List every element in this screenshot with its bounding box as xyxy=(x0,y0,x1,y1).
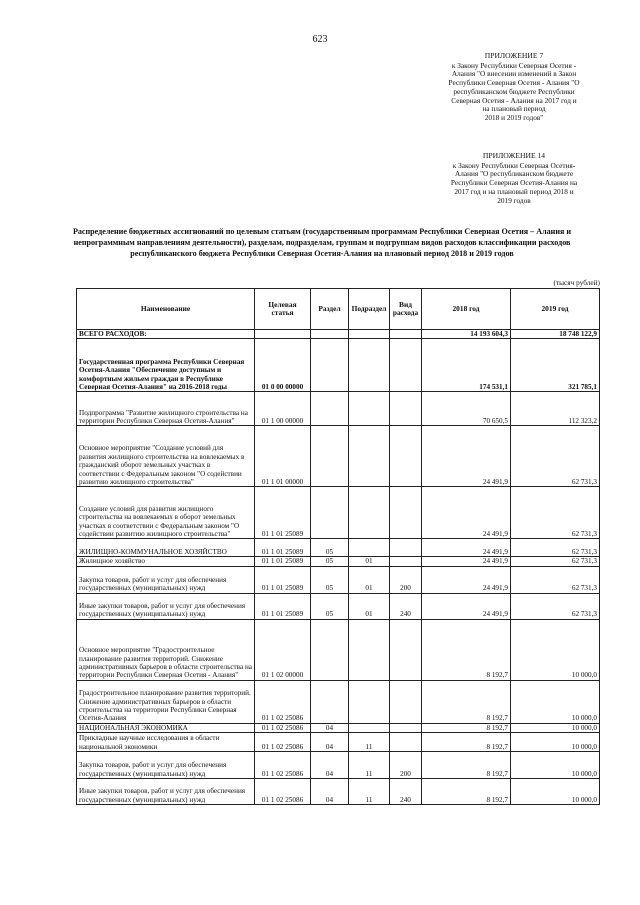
cell-section xyxy=(311,680,349,723)
cell-target: 01 1 02 25086 xyxy=(255,733,311,752)
cell-section xyxy=(311,339,349,392)
cell-2018: 24 491,9 xyxy=(422,426,511,487)
cell-name: Подпрограмма "Развитие жилищного строительства на территории Республики Северная Осетия-Алания" xyxy=(77,392,255,426)
table-row xyxy=(77,330,600,339)
cell-expense-type xyxy=(390,539,422,557)
cell-2018: 8 192,7 xyxy=(422,723,511,732)
cell-target: 01 1 01 25089 xyxy=(255,487,311,539)
cell-name: НАЦИОНАЛЬНАЯ ЭКОНОМИКА xyxy=(77,723,255,732)
cell-target: 01 1 02 25086 xyxy=(255,752,311,779)
cell-section: 05 xyxy=(311,566,349,593)
cell-subsection: 01 xyxy=(349,557,390,566)
cell-subsection xyxy=(349,426,390,487)
appendix-14-line: 2017 год и на плановый период 2018 и xyxy=(454,186,574,196)
cell-name: Градостроительное планирование развития территорий. Снижение административных барьеров в области строительства на территории Республики Северная Осетия-Алания xyxy=(77,680,255,723)
appendix-14-block xyxy=(428,152,600,205)
cell-name: ЖИЛИЩНО-КОММУНАЛЬНОЕ ХОЗЯЙСТВО xyxy=(77,539,255,557)
cell-2018: 14 193 604,3 xyxy=(422,330,511,339)
cell-subsection xyxy=(349,619,390,680)
cell-2018: 174 531,1 xyxy=(422,339,511,392)
cell-name: Закупка товаров, работ и услуг для обеспечения государственных (муниципальных) нужд xyxy=(77,566,255,593)
table-row xyxy=(77,680,600,723)
cell-subsection: 01 xyxy=(349,593,390,619)
cell-2018: 24 491,9 xyxy=(422,487,511,539)
appendix-14-heading: ПРИЛОЖЕНИЕ 14 xyxy=(482,151,546,160)
appendix-14-line: Алания "О республиканском бюджете xyxy=(454,169,574,179)
cell-expense-type: 200 xyxy=(390,566,422,593)
page-number: 623 xyxy=(312,34,328,45)
cell-2019: 10 000,0 xyxy=(511,723,600,732)
col-header-2018: 2018 год xyxy=(422,289,511,330)
cell-section xyxy=(311,426,349,487)
cell-2019: 18 748 122,9 xyxy=(511,330,600,339)
appendix-7-line: Северная Осетия - Алания на 2017 год и xyxy=(451,95,577,105)
cell-2018: 8 192,7 xyxy=(422,779,511,805)
cell-2019: 10 000,0 xyxy=(511,680,600,723)
table-row xyxy=(77,752,600,779)
appendix-7-line: Алания "О внесении изменений в Закон xyxy=(451,69,577,79)
cell-target: 01 1 01 25089 xyxy=(255,593,311,619)
cell-target: 01 1 01 25089 xyxy=(255,539,311,557)
cell-name: Основное мероприятие "Градостроительное планирование развития территорий. Снижение административных барьеров в области строительства на территории Республики Северная Осетия - Алания" xyxy=(77,619,255,680)
col-header-section: Раздел xyxy=(311,289,349,330)
cell-section: 05 xyxy=(311,593,349,619)
cell-2019: 112 323,2 xyxy=(511,392,600,426)
cell-2018: 8 192,7 xyxy=(422,619,511,680)
cell-section: 04 xyxy=(311,779,349,805)
col-header-expense-type: Вид расхода xyxy=(390,289,422,330)
table-row xyxy=(77,593,600,619)
budget-table xyxy=(76,288,600,805)
cell-subsection xyxy=(349,539,390,557)
cell-expense-type xyxy=(390,733,422,752)
cell-name: Создание условий для развития жилищного строительства на вовлекаемых в оборот земельных участках в соответствии с Федеральным законом "О содействии развитию жилищного строительства" xyxy=(77,487,255,539)
table-header-row xyxy=(77,289,600,330)
table-row xyxy=(77,619,600,680)
cell-section xyxy=(311,619,349,680)
appendix-14-line: 2019 годов xyxy=(497,195,531,205)
cell-2018: 24 491,9 xyxy=(422,566,511,593)
cell-subsection xyxy=(349,330,390,339)
cell-section: 05 xyxy=(311,539,349,557)
cell-target xyxy=(255,330,311,339)
cell-expense-type xyxy=(390,330,422,339)
cell-expense-type xyxy=(390,680,422,723)
cell-2019: 10 000,0 xyxy=(511,752,600,779)
table-row xyxy=(77,723,600,732)
cell-section: 05 xyxy=(311,557,349,566)
table-row xyxy=(77,487,600,539)
cell-2019: 62 731,3 xyxy=(511,426,600,487)
cell-expense-type xyxy=(390,723,422,732)
cell-section xyxy=(311,487,349,539)
cell-target: 01 1 02 25086 xyxy=(255,779,311,805)
cell-expense-type xyxy=(390,392,422,426)
cell-section: 04 xyxy=(311,752,349,779)
cell-expense-type: 240 xyxy=(390,779,422,805)
cell-name: Основное мероприятие "Создание условий для развития жилищного строительства на вовлекаемых в гражданский оборот земельных участках в соответствии с Федеральным законом "О содействии развитию жилищного строительства" xyxy=(77,426,255,487)
appendix-7-line: к Закону Республики Северная Осетия - xyxy=(451,60,577,70)
cell-expense-type xyxy=(390,339,422,392)
table-row xyxy=(77,392,600,426)
cell-subsection xyxy=(349,680,390,723)
appendix-7-line: республиканском бюджете Республики xyxy=(453,86,575,96)
cell-target: 01 0 00 00000 xyxy=(255,339,311,392)
cell-expense-type: 200 xyxy=(390,752,422,779)
cell-name: Прикладные научные исследования в области национальной экономики xyxy=(77,733,255,752)
units-label: (тысяч рублей) xyxy=(553,278,600,287)
cell-subsection: 11 xyxy=(349,733,390,752)
cell-2019: 62 731,3 xyxy=(511,539,600,557)
cell-expense-type xyxy=(390,487,422,539)
table-row xyxy=(77,557,600,566)
col-header-2019: 2019 год xyxy=(511,289,600,330)
appendix-7-line: на плановый период xyxy=(482,104,546,114)
cell-name: Закупка товаров, работ и услуг для обеспечения государственных (муниципальных) нужд xyxy=(77,752,255,779)
cell-target: 01 1 01 25089 xyxy=(255,566,311,593)
cell-subsection: 11 xyxy=(349,779,390,805)
cell-target: 01 1 02 25086 xyxy=(255,680,311,723)
cell-subsection: 11 xyxy=(349,752,390,779)
table-row xyxy=(77,339,600,392)
cell-2019: 62 731,3 xyxy=(511,487,600,539)
cell-2019: 62 731,3 xyxy=(511,593,600,619)
cell-2018: 70 650,5 xyxy=(422,392,511,426)
cell-section xyxy=(311,392,349,426)
cell-subsection: 01 xyxy=(349,566,390,593)
cell-target: 01 1 02 00000 xyxy=(255,619,311,680)
cell-target: 01 1 01 00000 xyxy=(255,426,311,487)
cell-target: 01 1 01 25089 xyxy=(255,557,311,566)
table-row xyxy=(77,539,600,557)
cell-section: 04 xyxy=(311,723,349,732)
cell-name: Государственная программа Республики Северная Осетия-Алания "Обеспечение доступным и комфортным жильем граждан в Республике Северная Осетия-Алания" на 2016-2018 годы xyxy=(77,339,255,392)
cell-name: Иные закупки товаров, работ и услуг для обеспечения государственных (муниципальных) нужд xyxy=(77,593,255,619)
cell-2019: 62 731,3 xyxy=(511,557,600,566)
cell-subsection xyxy=(349,723,390,732)
appendix-14-line: Республики Северная Осетия-Алания на xyxy=(450,178,578,188)
cell-2018: 8 192,7 xyxy=(422,752,511,779)
cell-subsection xyxy=(349,339,390,392)
appendix-7-block xyxy=(428,52,600,123)
table-row xyxy=(77,733,600,752)
cell-expense-type: 240 xyxy=(390,593,422,619)
appendix-7-line: 2018 и 2019 годов" xyxy=(484,112,544,122)
cell-subsection xyxy=(349,392,390,426)
cell-2019: 321 785,1 xyxy=(511,339,600,392)
cell-2018: 24 491,9 xyxy=(422,593,511,619)
cell-name: Жилищное хозяйство xyxy=(77,557,255,566)
cell-2019: 10 000,0 xyxy=(511,733,600,752)
cell-2019: 62 731,3 xyxy=(511,566,600,593)
appendix-7-heading: ПРИЛОЖЕНИЕ 7 xyxy=(484,51,544,60)
table-row xyxy=(77,426,600,487)
cell-section xyxy=(311,330,349,339)
cell-name: ВСЕГО РАСХОДОВ: xyxy=(77,330,255,339)
col-header-subsection: Подраздел xyxy=(349,289,390,330)
cell-2018: 8 192,7 xyxy=(422,733,511,752)
cell-2019: 10 000,0 xyxy=(511,619,600,680)
col-header-name: Наименование xyxy=(77,289,255,330)
cell-section: 04 xyxy=(311,733,349,752)
cell-target: 01 1 00 00000 xyxy=(255,392,311,426)
appendix-7-line: Республики Северная Осетия - Алания "О xyxy=(448,78,580,88)
cell-name: Иные закупки товаров, работ и услуг для обеспечения государственных (муниципальных) нужд xyxy=(77,779,255,805)
table-row xyxy=(77,566,600,593)
cell-subsection xyxy=(349,487,390,539)
cell-target: 01 1 02 25086 xyxy=(255,723,311,732)
cell-2019: 10 000,0 xyxy=(511,779,600,805)
appendix-14-line: к Закону Республики Северная Осетия- xyxy=(452,160,576,170)
table-row xyxy=(77,779,600,805)
col-header-target: Целевая статья xyxy=(255,289,311,330)
document-title: Распределение бюджетных ассигнований по целевым статьям (государственным программам Республики Северная Осетия – Алания и непрограммным направлениям деятельности), разделам, подразделам, группам и подгруппам видов расходов классификации расходов республиканского бюджета Республики Северная Осетия-Алания на плановый период 2018 и 2019 годов xyxy=(72,227,572,259)
cell-2018: 24 491,9 xyxy=(422,557,511,566)
cell-2018: 24 491,9 xyxy=(422,539,511,557)
cell-2018: 8 192,7 xyxy=(422,680,511,723)
cell-expense-type xyxy=(390,557,422,566)
cell-expense-type xyxy=(390,619,422,680)
cell-expense-type xyxy=(390,426,422,487)
